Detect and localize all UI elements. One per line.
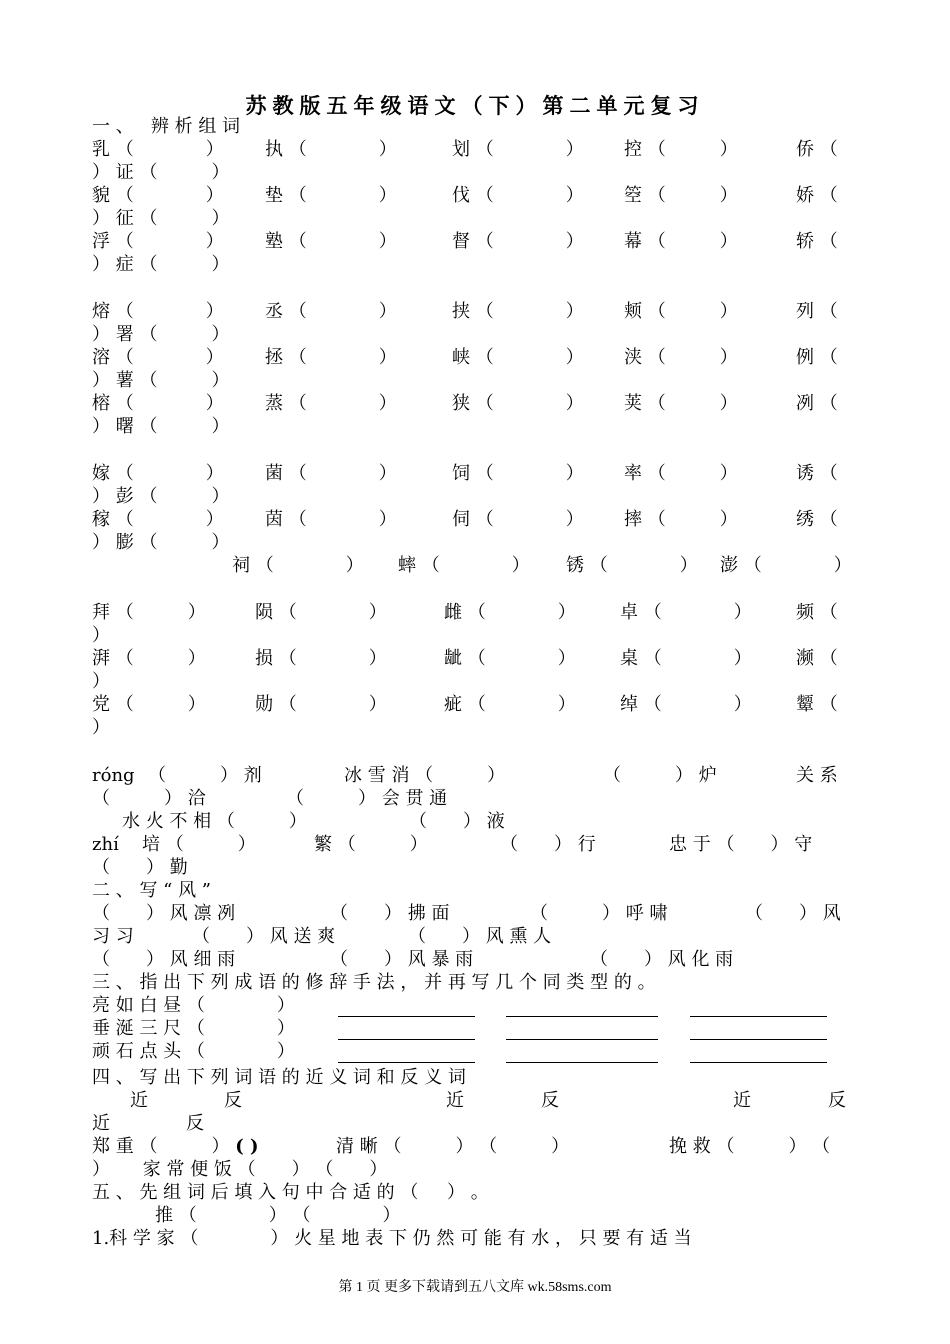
word-pair-row: 峡 （ ） xyxy=(452,347,584,368)
answer-line[interactable] xyxy=(338,1062,475,1063)
column-label: 反 xyxy=(541,1090,559,1111)
word-pair-row: 榕 （ ） xyxy=(92,393,224,414)
word-pair-row: 貌 （ ） xyxy=(92,185,224,206)
answer-line[interactable] xyxy=(690,1039,827,1040)
answer-line[interactable] xyxy=(506,1062,658,1063)
fill-item: 繁 （ ） xyxy=(314,834,428,855)
fill-item: （ ） 洽 xyxy=(92,788,206,809)
word-pair-row: ） xyxy=(92,717,110,738)
word-pair-row: 疵 （ ） xyxy=(444,694,576,715)
column-label: 近 xyxy=(446,1090,464,1111)
word-pair-row: 卓 （ ） xyxy=(620,602,752,623)
idiom-item: 亮 如 白 昼 （ ） xyxy=(92,995,295,1016)
answer-line[interactable] xyxy=(338,1039,475,1040)
word-pair-row: 颊 （ ） xyxy=(624,301,738,322)
word-pair-row: 轿 （ xyxy=(796,231,838,252)
fill-item: 水 火 不 相 （ ） xyxy=(122,811,307,832)
word-pair-row: 嫁 （ ） xyxy=(92,463,224,484)
word-pair-row: 浃 （ ） xyxy=(624,347,738,368)
word-pair-row: ） xyxy=(92,625,110,646)
section-1-heading: 一 、 辨 析 组 词 xyxy=(92,116,241,137)
word-pair-row: 拯 （ ） xyxy=(265,347,397,368)
word-pair-row: 勋 （ ） xyxy=(255,694,387,715)
word-pair-row: 濒 （ xyxy=(796,648,838,669)
word-pair-row: ） 证 （ ） xyxy=(92,162,230,183)
word-pair-row: 祠 （ ） xyxy=(232,555,364,576)
sentence-item: 1.科 学 家 （ ） 火 星 地 表 下 仍 然 可 能 有 水 ， 只 要 有 适 当 xyxy=(92,1228,692,1249)
word-pair-row: 娇 （ xyxy=(796,185,838,206)
fill-item: 冰 雪 消 （ ） xyxy=(344,765,506,786)
word-pair-row: 熔 （ ） xyxy=(92,301,224,322)
word-pair-row: 党 （ ） xyxy=(92,694,206,715)
column-label: 反 xyxy=(186,1113,204,1134)
word-pair-row: 绣 （ xyxy=(796,509,838,530)
word-pair-row: 诱 （ xyxy=(796,463,838,484)
word-pair-row: 垫 （ ） xyxy=(265,185,397,206)
page-footer: 第 1 页 更多下载请到五八文库 wk.58sms.com xyxy=(338,1280,612,1295)
word-pair-row: 损 （ ） xyxy=(255,648,387,669)
fill-item: （ ） 拂 面 xyxy=(330,903,450,924)
word-pair-row: 督 （ ） xyxy=(452,231,584,252)
section-3-heading: 三 、 指 出 下 列 成 语 的 修 辞 手 法 ， 并 再 写 几 个 同 类 型 的 。 xyxy=(92,972,656,993)
answer-line[interactable] xyxy=(338,1016,475,1017)
word-pair-row: 侨 （ xyxy=(796,139,838,160)
word-pair-row: 桌 （ ） xyxy=(620,648,752,669)
word-pair-row: ） 膨 （ ） xyxy=(92,532,230,553)
column-label: 反 xyxy=(224,1090,242,1111)
word-pair-row: 狭 （ ） xyxy=(452,393,584,414)
word-pair-row: 列 （ xyxy=(796,301,838,322)
answer-line[interactable] xyxy=(690,1062,827,1063)
word-pair-row: 浮 （ ） xyxy=(92,231,224,252)
word-pair-row: ） 彭 （ ） xyxy=(92,486,230,507)
word-pair-row: 拜 （ ） xyxy=(92,602,206,623)
word-pair-row: 菌 （ ） xyxy=(265,463,397,484)
synonym-item: 郑 重 （ ） ( ) xyxy=(92,1136,259,1157)
word-pair-row: 伺 （ ） xyxy=(452,509,584,530)
answer-line[interactable] xyxy=(506,1039,658,1040)
word-pair-row: 摔 （ ） xyxy=(624,509,738,530)
word-pair-row: 幕 （ ） xyxy=(624,231,738,252)
word-pair-row: 丞 （ ） xyxy=(265,301,397,322)
answer-line[interactable] xyxy=(690,1016,827,1017)
word-pair-row: ） 薯 （ ） xyxy=(92,370,230,391)
word-pair-row: 茵 （ ） xyxy=(265,509,397,530)
word-pair-row: 塾 （ ） xyxy=(265,231,397,252)
column-label: 反 xyxy=(828,1090,846,1111)
idiom-item: 垂 涎 三 尺 （ ） xyxy=(92,1018,295,1039)
fill-item: （ ） 会 贯 通 xyxy=(286,788,448,809)
section-2-heading: 二 、 写 “ 风 ” xyxy=(92,880,212,901)
fill-item: （ ） 行 xyxy=(500,834,596,855)
fill-item: （ ） 风 暴 雨 xyxy=(330,949,474,970)
word-pair-row: 划 （ ） xyxy=(452,139,584,160)
word-pair-row: 荚 （ ） xyxy=(624,393,738,414)
section-4-heading: 四 、 写 出 下 列 词 语 的 近 义 词 和 反 义 词 xyxy=(92,1067,466,1088)
fill-item: （ ） 风 熏 人 xyxy=(408,926,552,947)
fill-item: （ ） 液 xyxy=(409,811,505,832)
word-pair-row: 蟀 （ ） xyxy=(398,555,530,576)
word-pair-row: 颦 （ xyxy=(796,694,838,715)
word-pair-row: 雌 （ ） xyxy=(444,602,576,623)
fill-item: （ ） 风 送 爽 xyxy=(192,926,336,947)
word-pair-row: 饲 （ ） xyxy=(452,463,584,484)
column-label: 近 xyxy=(92,1113,110,1134)
word-pair-row: 稼 （ ） xyxy=(92,509,224,530)
fill-item: （ ） 炉 xyxy=(603,765,717,786)
word-pair-row: 锈 （ ） xyxy=(566,555,698,576)
page-title: 苏教版五年级语文（下）第二单元复习 xyxy=(245,94,705,118)
word-pair-row: 冽 （ xyxy=(796,393,838,414)
idiom-item: 顽 石 点 头 （ ） xyxy=(92,1041,295,1062)
word-pair-row: ） xyxy=(92,671,110,692)
word-pair-row: 澎 （ ） xyxy=(720,555,852,576)
word-pair-row: 箜 （ ） xyxy=(624,185,738,206)
word-pair-row: 乳 （ ） xyxy=(92,139,224,160)
word-pair-row: 执 （ ） xyxy=(265,139,397,160)
bold-paren: ( ) xyxy=(235,1136,259,1157)
answer-line[interactable] xyxy=(506,1016,658,1017)
fill-item: （ ） 风 xyxy=(745,903,841,924)
fill-item: （ ） 风 凛 冽 xyxy=(92,903,236,924)
fill-item: 关 系 xyxy=(796,765,838,786)
word-pair-row: ） 曙 （ ） xyxy=(92,416,230,437)
word-pair-row: 率 （ ） xyxy=(624,463,738,484)
fill-item: 培 （ ） xyxy=(142,834,256,855)
synonym-item: 挽 救 （ ） （ xyxy=(669,1136,831,1157)
fill-item: 忠 于 （ ） 守 xyxy=(669,834,813,855)
synonym-item: ） 家 常 便 饭 （ ） （ ） xyxy=(92,1159,388,1180)
fill-item: （ ） 风 化 雨 xyxy=(590,949,734,970)
word-pair-row: 控 （ ） xyxy=(624,139,738,160)
word-pair-row: 频 （ xyxy=(796,602,838,623)
word-pair-row: ） 署 （ ） xyxy=(92,324,230,345)
pinyin-label: róng xyxy=(92,765,135,786)
fill-item: （ ） 呼 啸 xyxy=(530,903,668,924)
word-pair-row: 龇 （ ） xyxy=(444,648,576,669)
synonym-item: 清 晰 （ ） （ ） xyxy=(336,1136,570,1157)
word-pair-row: ） 征 （ ） xyxy=(92,208,230,229)
fill-item: （ ） 剂 xyxy=(148,765,262,786)
word-pair-row: 蒸 （ ） xyxy=(265,393,397,414)
fill-item: （ ） 勤 xyxy=(92,857,188,878)
word-pair-row: 湃 （ ） xyxy=(92,648,206,669)
word-pair-row: 挟 （ ） xyxy=(452,301,584,322)
pinyin-label: zhí xyxy=(92,834,119,855)
column-label: 近 xyxy=(130,1090,148,1111)
fill-item: 推 （ ） （ ） xyxy=(155,1205,401,1226)
fill-item: 习 习 xyxy=(92,926,134,947)
word-pair-row: 陨 （ ） xyxy=(255,602,387,623)
word-pair-row: ） 症 （ ） xyxy=(92,254,230,275)
word-pair-row: 绰 （ ） xyxy=(620,694,752,715)
word-pair-row: 伐 （ ） xyxy=(452,185,584,206)
section-5-heading: 五 、 先 组 词 后 填 入 句 中 合 适 的 （ ） 。 xyxy=(92,1182,489,1203)
word-pair-row: 溶 （ ） xyxy=(92,347,224,368)
column-label: 近 xyxy=(733,1090,751,1111)
fill-item: （ ） 风 细 雨 xyxy=(92,949,236,970)
word-pair-row: 例 （ xyxy=(796,347,838,368)
